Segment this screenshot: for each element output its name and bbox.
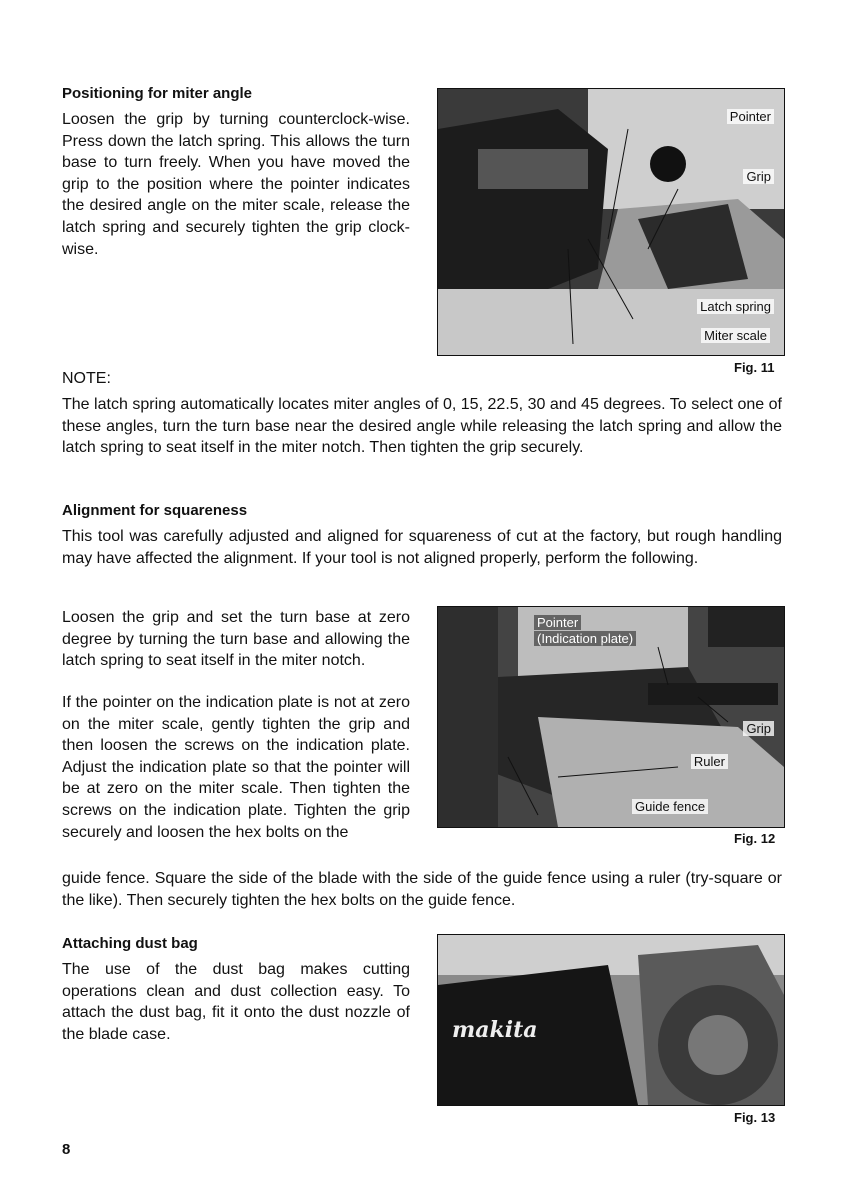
label-latch-spring: Latch spring bbox=[697, 299, 774, 314]
squareness-body-3: guide fence. Square the side of the blade with the side of the guide fence using a ruler (try-square or the like). Then securely tighten the hex bolts on the guide fence. bbox=[62, 870, 782, 909]
squareness-intro: This tool was carefully adjusted and aligned for squareness of cut at the factory, but rough handling may have affected the alignment. If your tool is not aligned properly, perform the following. bbox=[62, 528, 782, 567]
squareness-body-1: Loosen the grip and set the turn base at zero degree by turning the turn base and allowing the latch spring to seat itself in the miter notch. bbox=[62, 609, 410, 670]
miter-body: Loosen the grip by turning counterclock-wise. Press down the latch spring. This allows the turn base to turn freely. When you have moved the grip to the position where the pointer indicates the desired angle on the miter scale, release the latch spring and securely tighten the grip clock-wise. bbox=[62, 111, 410, 258]
label-grip: Grip bbox=[743, 169, 774, 184]
figure-11-photo bbox=[437, 88, 785, 356]
figure-12-photo bbox=[437, 606, 785, 828]
note-heading: NOTE: bbox=[62, 370, 111, 387]
label-pointer-plate: Pointer bbox=[534, 615, 581, 630]
figure-12-caption: Fig. 12 bbox=[734, 831, 776, 846]
squareness-body-2: If the pointer on the indication plate is not at zero on the miter scale, gently tighten the grip and then loosen the screws on the indication plate. Adjust the indication plate so that the pointer will be at zero on the miter scale. Then tighten the screws on the indication plate. Tighten the grip securely and loosen the hex bolts on the bbox=[62, 694, 410, 841]
page-number: 8 bbox=[62, 1141, 71, 1158]
figure-13-caption: Fig. 13 bbox=[734, 1110, 776, 1125]
dustbag-heading: Attaching dust bag bbox=[62, 935, 198, 952]
label-grip-12: Grip bbox=[743, 721, 774, 736]
miter-heading: Positioning for miter angle bbox=[62, 85, 253, 102]
label-guide-fence: Guide fence bbox=[632, 799, 708, 814]
label-indication-plate: (Indication plate) bbox=[534, 631, 636, 646]
squareness-heading: Alignment for squareness bbox=[62, 502, 248, 519]
dustbag-body: The use of the dust bag makes cutting operations clean and dust collection easy. To attach the dust bag, fit it onto the dust nozzle of the blade case. bbox=[62, 961, 410, 1043]
label-miter-scale: Miter scale bbox=[701, 328, 770, 343]
figure-13-photo bbox=[437, 934, 785, 1106]
makita-logo: makita bbox=[452, 1017, 538, 1043]
note-body: The latch spring automatically locates miter angles of 0, 15, 22.5, 30 and 45 degrees. To select one of these angles, turn the turn base near the desired angle while releasing the latch spring and allow the latch spring to seat itself in the miter notch. Then tighten the grip securely. bbox=[62, 396, 782, 457]
label-pointer: Pointer bbox=[727, 109, 774, 124]
figure-11-caption: Fig. 11 bbox=[734, 360, 775, 375]
label-ruler: Ruler bbox=[691, 754, 728, 769]
